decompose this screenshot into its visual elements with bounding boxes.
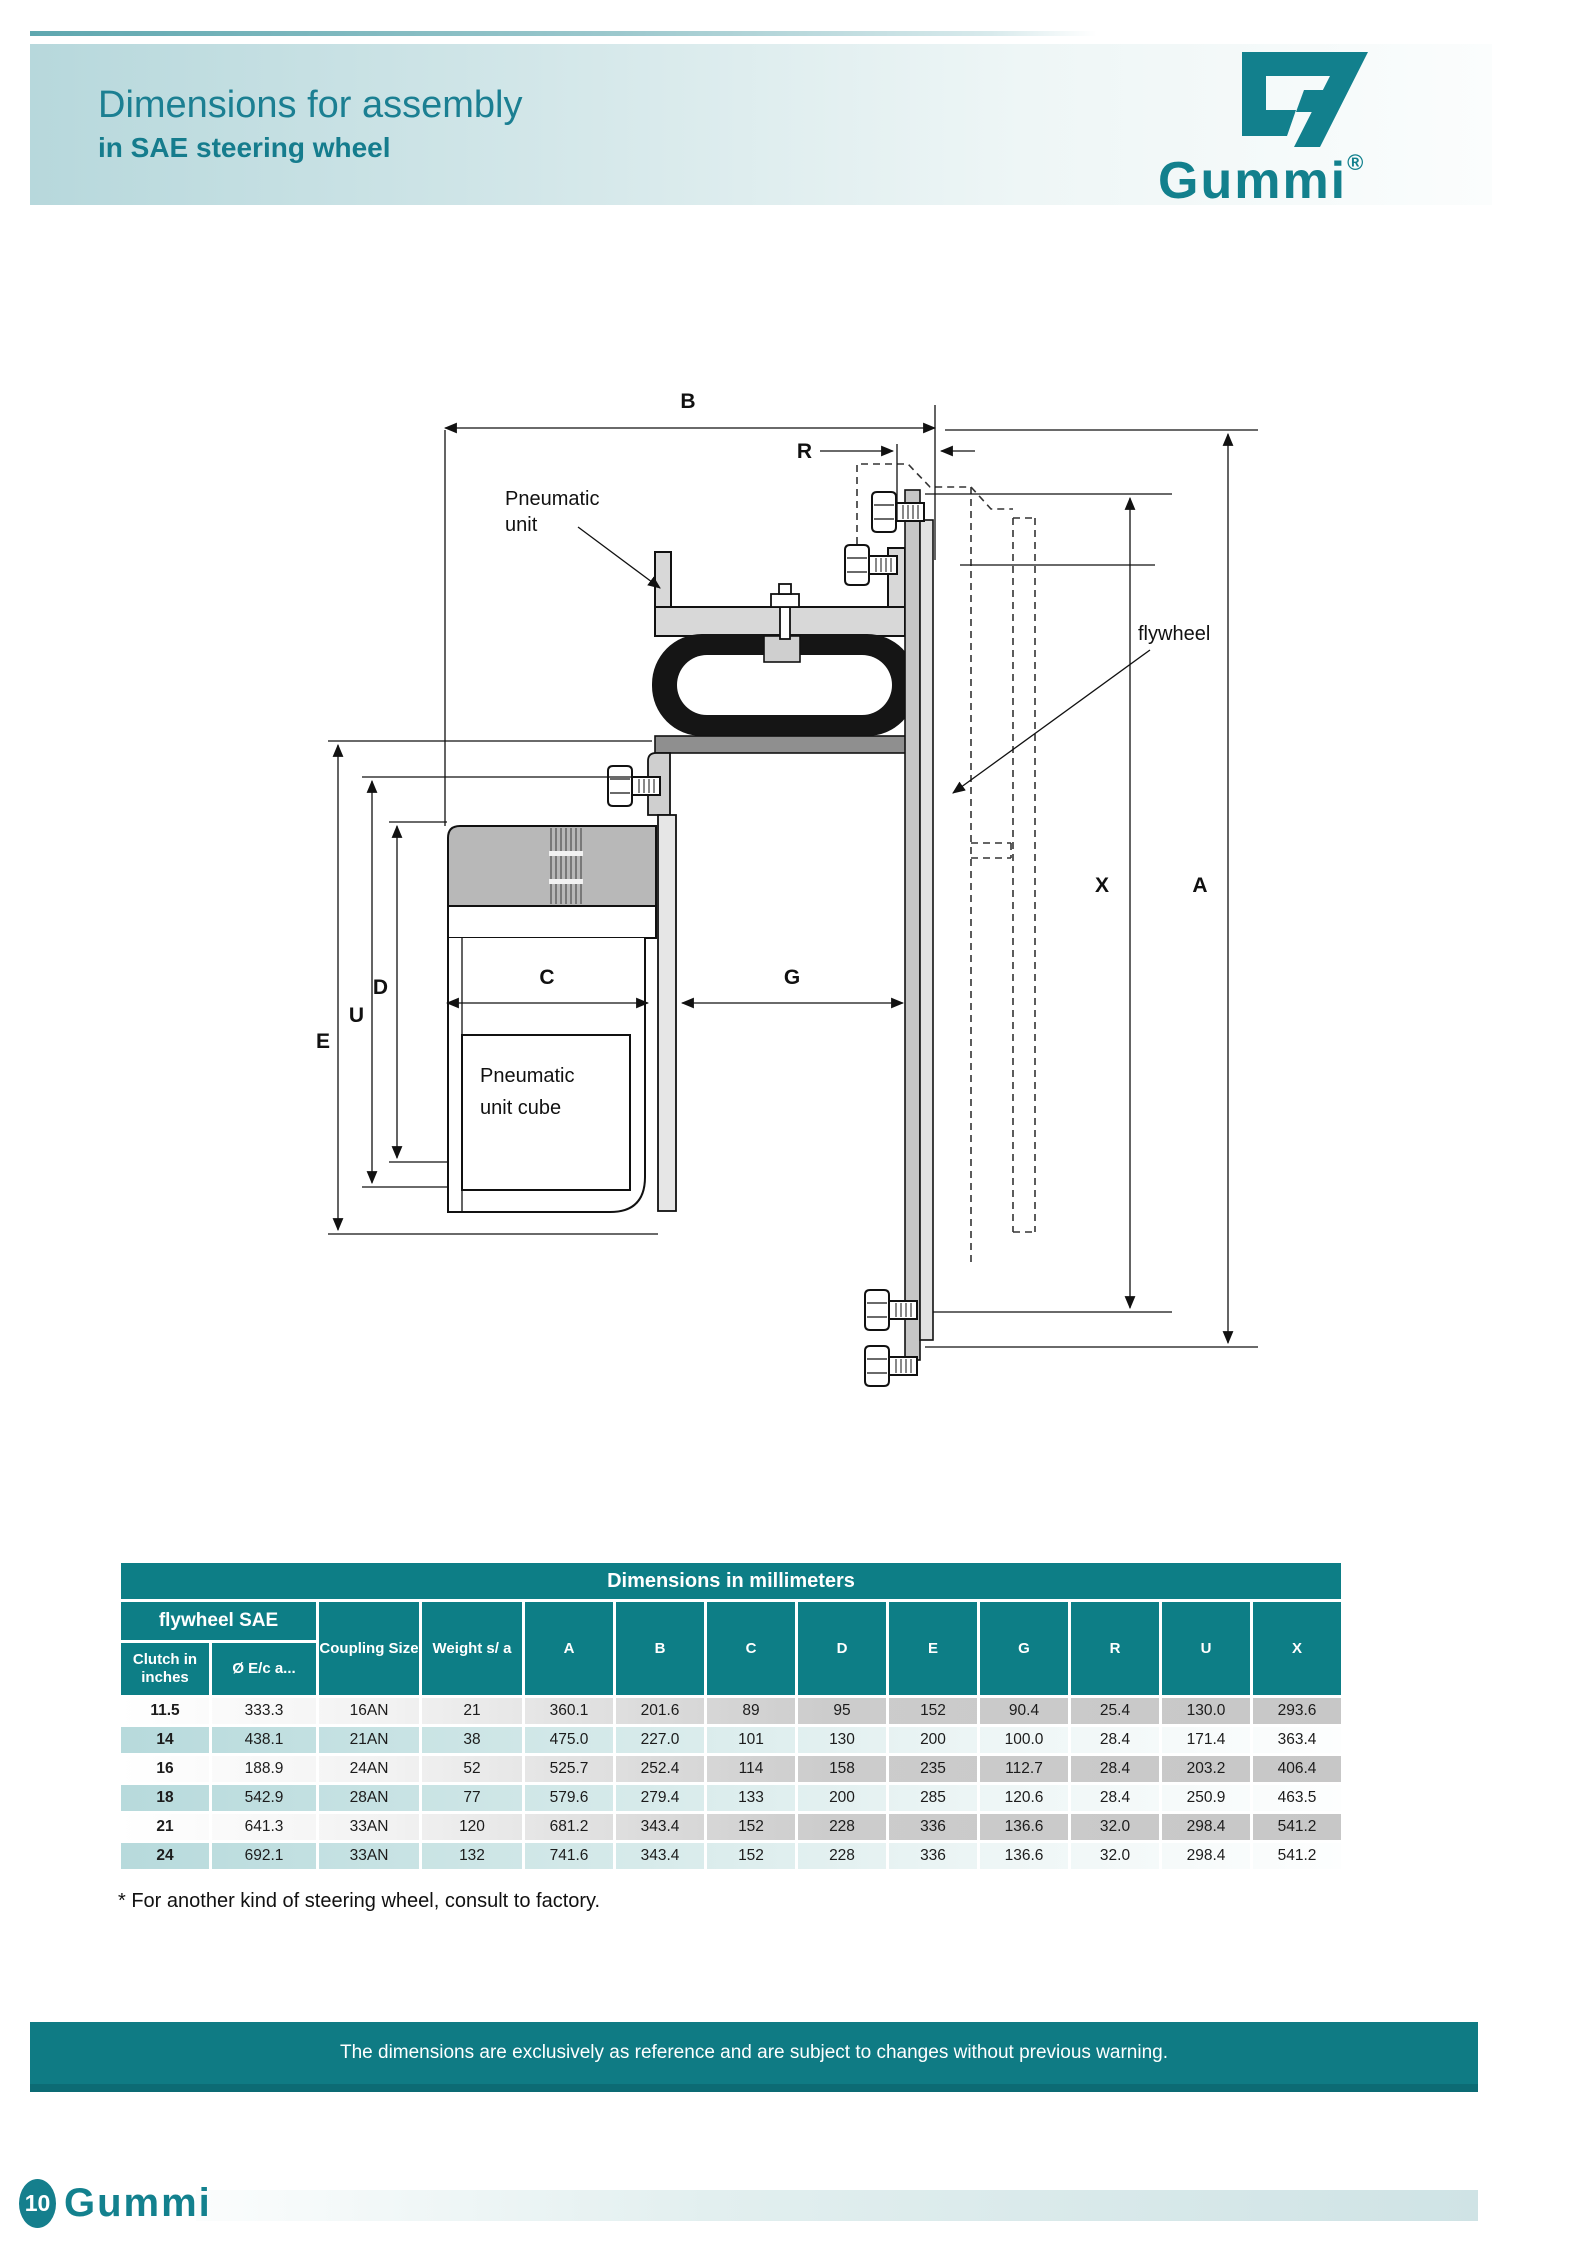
table-cell: 114: [738, 1760, 764, 1777]
table-cell: 333.3: [244, 1702, 284, 1719]
table-cell: 24: [156, 1847, 174, 1864]
table-cell: 133: [738, 1789, 764, 1806]
table-cell: 11.5: [150, 1702, 180, 1719]
table-row: [121, 1843, 1341, 1869]
dim-c: C: [539, 966, 555, 989]
dim-x: X: [1094, 874, 1110, 897]
table-cell: 152: [920, 1702, 946, 1719]
table-cell: 200: [920, 1731, 946, 1748]
column-header-coupling-size: Coupling Size: [319, 1602, 419, 1695]
table-row: [121, 1814, 1341, 1840]
table-cell: 406.4: [1277, 1760, 1317, 1777]
flywheel-outline: [857, 464, 1035, 1262]
table-cell: 132: [459, 1847, 485, 1864]
dim-e: E: [315, 1030, 330, 1053]
table-cell: 130.0: [1186, 1702, 1226, 1719]
table-title-row: [121, 1563, 1341, 1599]
table-cell: 112.7: [1005, 1760, 1043, 1777]
assembly-diagram: [300, 380, 1260, 1400]
table-cell: 200: [829, 1789, 855, 1806]
column-header-diameter: Ø E/c a...: [212, 1643, 316, 1695]
table-cell: 101: [738, 1731, 764, 1748]
dim-d: D: [372, 976, 388, 999]
table-cell: 120.6: [1004, 1789, 1044, 1806]
flywheel-label: flywheel: [1138, 623, 1211, 645]
air-bellows: [652, 634, 917, 736]
footer-bar: [196, 2190, 1478, 2221]
table-cell: 89: [742, 1702, 760, 1719]
reference-lines: [925, 430, 1258, 1347]
table-cell: 250.9: [1186, 1789, 1226, 1806]
logo-brand-text: Gummi: [1158, 152, 1348, 210]
table-cell: 32.0: [1099, 1818, 1131, 1835]
table-row: [121, 1727, 1341, 1753]
table-row: [121, 1698, 1341, 1724]
table-cell: 28.4: [1099, 1760, 1131, 1777]
table-cell: 136.6: [1004, 1818, 1044, 1835]
table-cell: 227.0: [640, 1731, 680, 1748]
table-cell: 228: [829, 1818, 855, 1835]
pneumatic-unit-label-line1: Pneumatic: [505, 488, 600, 510]
column-header-b: B: [616, 1602, 704, 1695]
column-header-d: D: [798, 1602, 886, 1695]
table-cell: 33AN: [349, 1818, 389, 1835]
table-cell: 336: [920, 1847, 946, 1864]
hub-block: [448, 826, 656, 938]
table-cell: 438.1: [244, 1731, 284, 1748]
table-cell: 28AN: [349, 1789, 389, 1806]
column-header-u: U: [1162, 1602, 1250, 1695]
bellows-plate: [655, 736, 920, 753]
pneumatic-unit-label-line2: unit: [505, 514, 538, 536]
table-cell: 293.6: [1277, 1702, 1317, 1719]
table-cell: 252.4: [640, 1760, 680, 1777]
table-row: [121, 1785, 1341, 1811]
table-cell: 285: [920, 1789, 946, 1806]
table-cell: 14: [156, 1731, 174, 1748]
column-header-r: R: [1071, 1602, 1159, 1695]
table-title: Dimensions in millimeters: [121, 1563, 1341, 1599]
table-cell: 203.2: [1186, 1760, 1226, 1777]
column-header-a: A: [525, 1602, 613, 1695]
table-cell: 28.4: [1099, 1789, 1131, 1806]
table-cell: 298.4: [1186, 1847, 1226, 1864]
logo-g-mark-icon: [1238, 52, 1370, 149]
table-cell: 579.6: [549, 1789, 589, 1806]
table-cell: 25.4: [1099, 1702, 1131, 1719]
table-cell: 130: [829, 1731, 855, 1748]
table-row: [121, 1756, 1341, 1782]
table-cell: 360.1: [549, 1702, 589, 1719]
column-header-e: E: [889, 1602, 977, 1695]
table-cell: 542.9: [244, 1789, 284, 1806]
column-header-x: X: [1253, 1602, 1341, 1695]
group-header-flywheel-sae: flywheel SAE: [121, 1602, 316, 1640]
dim-u: U: [348, 1004, 364, 1027]
table-cell: 136.6: [1004, 1847, 1044, 1864]
table-cell: 235: [920, 1760, 946, 1777]
dim-g: G: [783, 966, 801, 989]
table-cell: 38: [463, 1731, 481, 1748]
dimensions-table-body: [121, 1698, 1341, 1869]
drive-column: [648, 753, 676, 1211]
table-cell: 90.4: [1008, 1702, 1040, 1719]
column-header-weight: Weight s/ a: [422, 1602, 522, 1695]
footnote: * For another kind of steering wheel, consult to factory.: [118, 1890, 601, 1912]
table-cell: 21: [156, 1818, 174, 1835]
header-banner: [30, 44, 1492, 210]
brand-logo: [1130, 52, 1500, 210]
cube-label-line1: Pneumatic: [480, 1065, 575, 1087]
dimensions-table: [118, 1560, 1344, 1872]
dim-b: B: [680, 390, 696, 413]
mounting-plates: [905, 490, 933, 1360]
table-cell: 21AN: [349, 1731, 389, 1748]
table-cell: 279.4: [640, 1789, 680, 1806]
dim-r: R: [796, 440, 812, 463]
disclaimer-bar: [30, 2022, 1478, 2092]
table-cell: 681.2: [549, 1818, 589, 1835]
table-cell: 541.2: [1277, 1818, 1317, 1835]
table-cell: 77: [463, 1789, 481, 1806]
registered-mark: ®: [1347, 150, 1364, 175]
table-cell: 158: [829, 1760, 855, 1777]
page-title: Dimensions for assembly: [98, 84, 523, 126]
logo-wordmark: [1158, 150, 1364, 210]
table-cell: 741.6: [549, 1847, 589, 1864]
cube-label-line2: unit cube: [480, 1097, 562, 1119]
table-cell: 228: [829, 1847, 855, 1864]
table-cell: 525.7: [549, 1760, 589, 1777]
table-cell: 28.4: [1099, 1731, 1131, 1748]
table-cell: 343.4: [640, 1847, 680, 1864]
table-cell: 641.3: [244, 1818, 284, 1835]
dim-a: A: [1192, 874, 1208, 897]
table-cell: 152: [738, 1847, 764, 1864]
table-cell: 32.0: [1099, 1847, 1131, 1864]
column-header-c: C: [707, 1602, 795, 1695]
table-cell: 363.4: [1277, 1731, 1317, 1748]
table-cell: 463.5: [1277, 1789, 1317, 1806]
table-cell: 541.2: [1277, 1847, 1317, 1864]
table-cell: 336: [920, 1818, 946, 1835]
table-cell: 33AN: [349, 1847, 389, 1864]
top-accent-bar: [30, 31, 1097, 36]
dimensions-table-wrap: [118, 1560, 1344, 1872]
table-cell: 24AN: [349, 1760, 389, 1777]
table-cell: 171.4: [1186, 1731, 1226, 1748]
table-cell: 100.0: [1004, 1731, 1044, 1748]
column-header-g: G: [980, 1602, 1068, 1695]
table-cell: 16: [156, 1760, 174, 1777]
column-header-clutch: Clutch in inches: [121, 1643, 209, 1695]
page-subtitle: in SAE steering wheel: [98, 132, 391, 163]
table-cell: 152: [738, 1818, 764, 1835]
table-cell: 298.4: [1186, 1818, 1226, 1835]
table-group-row: [121, 1602, 1341, 1640]
table-cell: 475.0: [549, 1731, 589, 1748]
table-cell: 52: [463, 1760, 481, 1777]
table-cell: 188.9: [244, 1760, 284, 1777]
table-cell: 16AN: [349, 1702, 389, 1719]
table-cell: 201.6: [640, 1702, 680, 1719]
table-cell: 18: [156, 1789, 174, 1806]
table-cell: 120: [459, 1818, 485, 1835]
table-cell: 692.1: [244, 1847, 284, 1864]
disclaimer-text: The dimensions are exclusively as reference and are subject to changes without previous warning.: [339, 2042, 1168, 2063]
table-cell: 21: [463, 1702, 481, 1719]
table-cell: 95: [833, 1702, 851, 1719]
footer-brand: Gummi: [64, 2181, 212, 2225]
table-cell: 343.4: [640, 1818, 680, 1835]
page-number-badge: 10: [19, 2179, 56, 2228]
